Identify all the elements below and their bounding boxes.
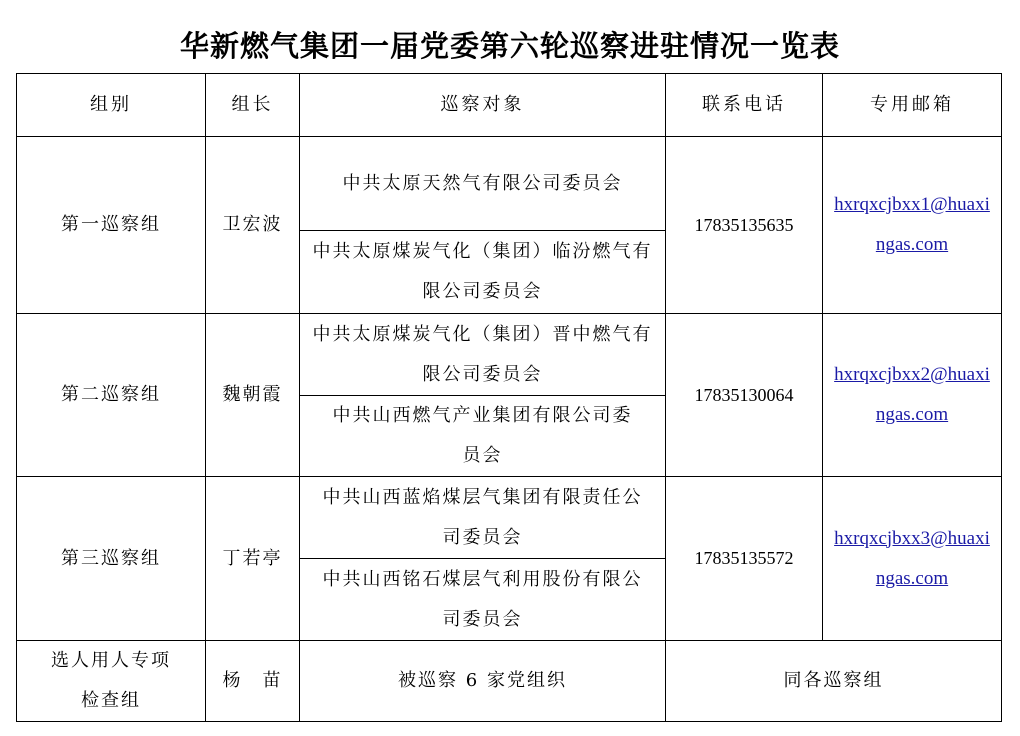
- contact-cell: 同各巡察组: [666, 641, 1002, 722]
- group-name-cell: 第三巡察组: [17, 477, 206, 641]
- header-leader: 组长: [206, 74, 300, 137]
- header-row: [17, 74, 1002, 137]
- leader-cell: 丁若亭: [206, 477, 300, 641]
- phone-number: 17835130064: [694, 384, 794, 405]
- table-row: [17, 137, 1002, 231]
- header-group: 组别: [17, 74, 206, 137]
- table-row: [17, 314, 1002, 396]
- header-target: 巡察对象: [300, 74, 666, 137]
- target-cell: 中共太原煤炭气化（集团）晋中燃气有限公司委员会: [300, 314, 666, 396]
- target-cell: 中共太原煤炭气化（集团）临汾燃气有限公司委员会: [300, 231, 666, 314]
- email-link[interactable]: hxrqxcjbxx3@huaxingas.com: [834, 527, 990, 589]
- phone-cell: [666, 477, 823, 641]
- email-link[interactable]: hxrqxcjbxx2@huaxingas.com: [834, 364, 990, 425]
- inspection-table: [16, 73, 1002, 722]
- email-cell: [823, 137, 1002, 314]
- page-title: 华新燃气集团一届党委第六轮巡察进驻情况一览表: [179, 29, 840, 63]
- header-phone: 联系电话: [666, 74, 823, 137]
- leader-cell: 杨 苗: [206, 641, 300, 722]
- target-cell: 中共山西蓝焰煤层气集团有限责任公司委员会: [300, 477, 666, 559]
- group-name-cell: 选人用人专项检查组: [17, 641, 206, 722]
- group-name-cell: 第一巡察组: [17, 137, 206, 314]
- email-link[interactable]: hxrqxcjbxx1@huaxingas.com: [834, 194, 990, 255]
- leader-cell: 魏朝霞: [206, 314, 300, 477]
- target-cell: 中共山西铭石煤层气利用股份有限公司委员会: [300, 559, 666, 641]
- phone-number: 17835135572: [694, 548, 794, 568]
- email-cell: [823, 477, 1002, 641]
- phone-number: 17835135635: [694, 214, 794, 235]
- table-row: [17, 641, 1002, 722]
- phone-cell: [666, 314, 823, 477]
- email-cell: [823, 314, 1002, 477]
- target-cell: 中共太原天然气有限公司委员会: [300, 137, 666, 231]
- phone-cell: [666, 137, 823, 314]
- target-cell: 中共山西燃气产业集团有限公司委员会: [300, 396, 666, 477]
- table-row: [17, 477, 1002, 559]
- group-name-cell: 第二巡察组: [17, 314, 206, 477]
- header-email: 专用邮箱: [823, 74, 1002, 137]
- target-cell: 被巡察 6 家党组织: [300, 641, 666, 722]
- leader-cell: 卫宏波: [206, 137, 300, 314]
